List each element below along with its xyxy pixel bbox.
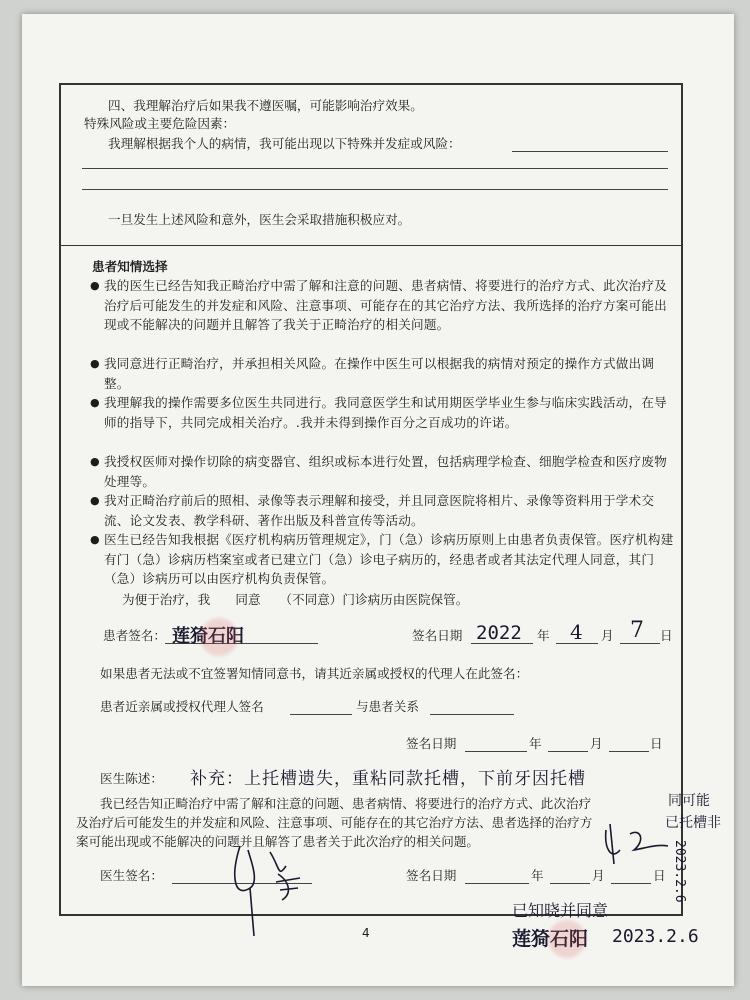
proxy-relation-label: 与患者关系 — [356, 699, 419, 714]
patient-year: 2022 — [476, 622, 522, 644]
bullet-icon: ● — [90, 533, 100, 546]
patient-month: 4 — [570, 620, 583, 644]
proxy-day-unit: 日 — [650, 736, 663, 751]
patient-day-unit: 日 — [660, 628, 673, 643]
doctor-month-unit: 月 — [592, 868, 605, 883]
doctor-sign-label: 医生签名： — [100, 868, 163, 883]
proxy-year-line[interactable] — [465, 751, 527, 752]
doctor-statement-line-1: 我已经告知正畸治疗中需了解和注意的问题、患者病情、将要进行的治疗方式、此次治疗 — [100, 796, 592, 811]
doctor-statement-line-2: 及治疗后可能发生的并发症和风险、注意事项、可能存在的其它治疗方法、患者选择的治疗方 — [76, 815, 593, 830]
proxy-date-label: 签名日期 — [406, 736, 457, 751]
footer-hand-signature: 莲猗石阳 — [512, 928, 589, 950]
red-fingerprint-stamp — [200, 618, 238, 656]
doctor-date-label: 签名日期 — [406, 868, 457, 883]
patient-day: 7 — [630, 618, 644, 643]
doctor-handwritten-right-2: 已托槽非 — [665, 815, 721, 831]
patient-day-line[interactable] — [620, 643, 660, 644]
choice-bullet-4 — [90, 452, 674, 491]
doctor-year-unit: 年 — [531, 868, 544, 883]
doctor-day-line[interactable] — [611, 883, 651, 884]
risk-blank-1 — [512, 151, 668, 152]
doctor-hand-date: 2023.2.6 — [672, 840, 687, 903]
choice-bullet-4-text: 我授权医师对操作切除的病变器官、组织或标本进行处置，包括病理学检查、细胞学检查和医疗废物处理等。 — [104, 454, 667, 489]
doctor-handwritten-right-1: 同可能 — [668, 793, 710, 809]
risk-blank-2 — [82, 168, 668, 169]
patient-sign-label: 患者签名： — [103, 628, 166, 643]
proxy-relation-line[interactable] — [430, 714, 514, 715]
bullet-icon: ● — [90, 455, 100, 468]
footer-hand-note: 已知晓并同意 — [512, 901, 609, 920]
doctor-signature-scribble — [220, 838, 310, 938]
choice-bullet-1 — [90, 276, 674, 335]
choice-bullet-3-text: 我理解我的操作需要多位医生共同进行。我同意医学生和试用期医学毕业生参与临床实践活动，在导师的指导下，共同完成相关治疗。.我并未得到操作百分之百成功的许诺。 — [104, 395, 667, 430]
bullet-icon: ● — [90, 396, 100, 409]
proxy-note: 如果患者无法或不宜签署知情同意书，请其近亲属或授权的代理人在此签名： — [100, 666, 529, 681]
choice-bullet-5-text: 我对正畸治疗前后的照相、录像等表示理解和接受，并且同意医院将相片、录像等资料用于学术交流、论文发表、教学科研、著作出版及科普宣传等活动。 — [104, 493, 655, 528]
choice-bullet-1-text: 我的医生已经告知我正畸治疗中需了解和注意的问题、患者病情、将要进行的治疗方式、此次治疗及治疗后可能发生的并发症和风险、注意事项、可能存在的其它治疗方法、我所选择的治疗方案可能出现或不能解决的问题并且解答了我关于正畸治疗的相关问题。 — [104, 278, 667, 332]
proxy-month-unit: 月 — [590, 736, 603, 751]
item-4-text: 四、我理解治疗后如果我不遵医嘱，可能影响治疗效果。 — [108, 98, 423, 113]
doctor-day-unit: 日 — [653, 868, 666, 883]
risk-blank-3 — [82, 189, 668, 190]
proxy-sign-line[interactable] — [290, 714, 352, 715]
doctor-year-line[interactable] — [465, 883, 529, 884]
footer-hand-date: 2023.2.6 — [612, 926, 699, 947]
choice-title: 患者知情选择 — [92, 259, 168, 274]
risk-text: 我理解根据我个人的病情，我可能出现以下特殊并发症或风险： — [108, 136, 461, 151]
patient-year-unit: 年 — [537, 628, 550, 643]
section-divider — [59, 245, 683, 246]
footer-red-fingerprint-stamp — [548, 920, 586, 958]
doctor-statement-label: 医生陈述： — [100, 771, 163, 786]
choice-bullet-2 — [90, 354, 674, 393]
patient-handwritten-signature: 莲猗石阳 — [172, 626, 244, 647]
choice-bullet-2-text: 我同意进行正畸治疗，并承担相关风险。在操作中医生可以根据我的病情对预定的操作方式做出调整。 — [104, 356, 655, 391]
patient-month-unit: 月 — [601, 628, 614, 643]
proxy-month-line[interactable] — [548, 751, 588, 752]
patient-date-label: 签名日期 — [412, 628, 463, 643]
doctor-handwritten-supplement: 补充：上托槽遗失，重粘同款托槽，下前牙因托槽 — [190, 769, 586, 789]
doctor-month-line[interactable] — [550, 883, 590, 884]
record-consent-line: 为便于治疗，我 同意 （不同意）门诊病历由医院保管。 — [122, 592, 469, 607]
choice-bullet-3 — [90, 393, 674, 432]
bullet-icon: ● — [90, 357, 100, 370]
choice-bullet-6 — [90, 530, 674, 589]
choice-bullet-6-text: 医生已经告知我根据《医疗机构病历管理规定》，门（急）诊病历原则上由患者负责保管。医疗机构建有门（急）诊病历档案室或者已建立门（急）诊电子病历的，经患者或者其法定代理人同意，其门（急）诊病历可以由医疗机构负责保管。 — [104, 532, 674, 586]
proxy-day-line[interactable] — [609, 751, 649, 752]
doctor-statement-line-3: 案可能出现或不能解决的问题并且解答了患者关于此次治疗的相关问题。 — [76, 834, 479, 849]
bullet-icon: ● — [90, 279, 100, 292]
risk-title: 特殊风险或主要危险因素： — [84, 116, 236, 131]
choice-bullet-5 — [90, 491, 674, 530]
doctor-second-signature — [596, 820, 676, 866]
bullet-icon: ● — [90, 494, 100, 507]
page-number: 4 — [362, 926, 370, 940]
emergency-text: 一旦发生上述风险和意外，医生会采取措施积极应对。 — [108, 212, 411, 227]
proxy-year-unit: 年 — [529, 736, 542, 751]
proxy-sign-label: 患者近亲属或授权代理人签名 — [100, 699, 264, 714]
